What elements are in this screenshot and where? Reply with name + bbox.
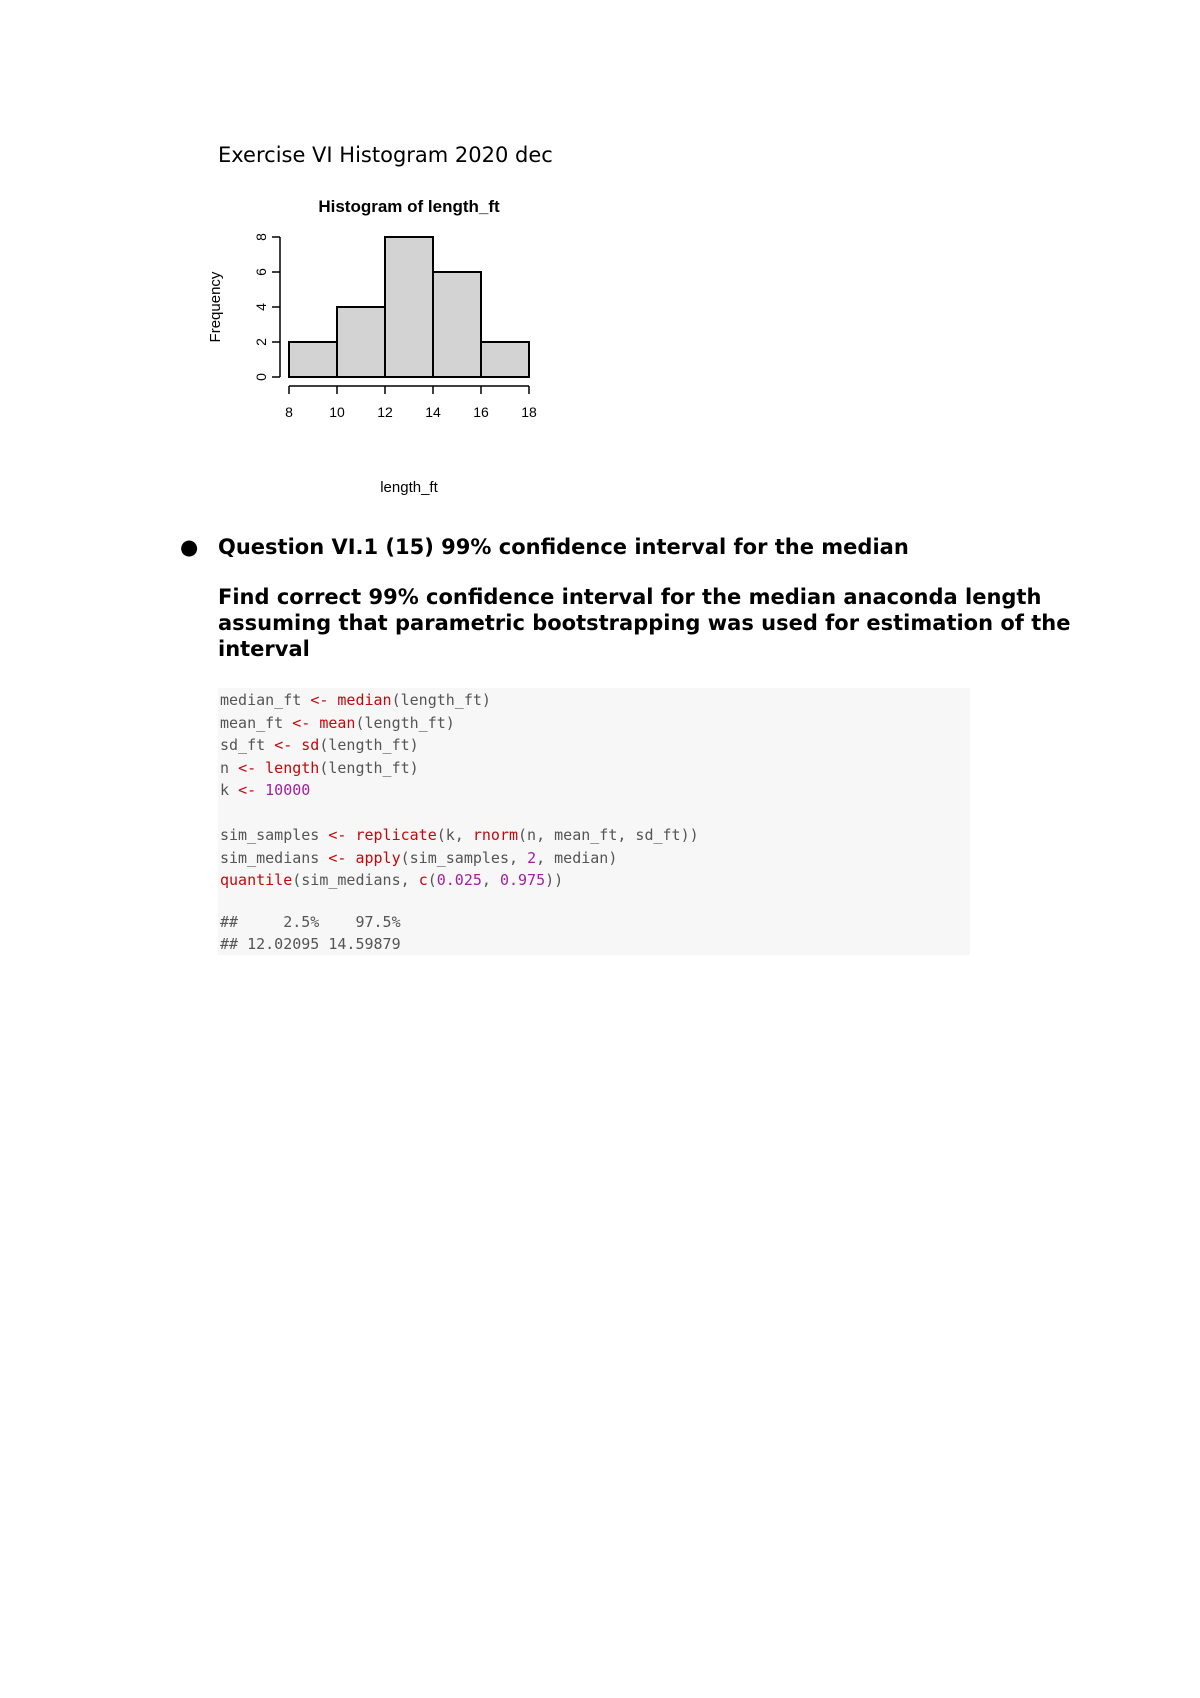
code-output-line: ## 12.02095 14.59879 xyxy=(220,935,410,953)
code-token xyxy=(310,714,319,732)
code-token: sd_ft xyxy=(220,736,275,754)
code-token: k xyxy=(220,781,239,799)
chart-title: Histogram of length_ft xyxy=(318,197,500,216)
code-token: <- xyxy=(292,713,311,732)
code-line xyxy=(220,689,968,712)
x-axis-label: length_ft xyxy=(380,479,438,496)
code-token: <- xyxy=(238,781,257,799)
y-tick-label: 2 xyxy=(253,338,269,346)
code-token: 2 xyxy=(527,848,537,867)
histogram-bar xyxy=(337,307,385,377)
code-token: <- xyxy=(328,826,347,844)
code-token: (length_ft) xyxy=(319,736,419,754)
code-token: (length_ft) xyxy=(391,691,491,709)
code-token xyxy=(256,781,265,799)
y-tick-label: 0 xyxy=(253,373,269,381)
code-blank-line xyxy=(220,802,968,825)
y-tick-label: 6 xyxy=(253,268,269,276)
code-token: replicate xyxy=(355,826,437,844)
code-token: quantile xyxy=(220,871,293,889)
histogram-bar xyxy=(289,342,337,377)
histogram-bar xyxy=(481,342,529,377)
code-token: mean_ft xyxy=(220,713,293,732)
histogram-svg xyxy=(207,186,542,506)
histogram-bar xyxy=(385,237,433,377)
code-token: <- xyxy=(328,848,347,867)
code-line xyxy=(220,734,968,757)
code-token: (length_ft) xyxy=(319,758,419,777)
code-token: length xyxy=(265,758,320,777)
y-tick-label: 4 xyxy=(253,303,269,311)
code-token: median xyxy=(337,691,392,709)
code-token: <- xyxy=(310,691,329,709)
code-token: (sim_samples, xyxy=(400,848,528,867)
x-tick-label: 14 xyxy=(425,404,441,420)
code-token: ( xyxy=(427,871,437,889)
code-lines xyxy=(220,689,968,892)
question-heading: Question VI.1 (15) 99% confidence interval for the median xyxy=(218,535,909,559)
code-token: (length_ft) xyxy=(355,713,455,732)
code-token: (n, mean_ft, sd_ft)) xyxy=(518,826,699,844)
code-line xyxy=(220,779,968,802)
question-section xyxy=(180,534,1098,662)
histogram-bar xyxy=(433,272,481,377)
histogram-chart xyxy=(207,186,542,506)
question-body: Find correct 99% confidence interval for the median anaconda length assuming that parametric bootstrapping was used for estimation of the interval xyxy=(218,585,1071,661)
code-token: rnorm xyxy=(472,826,519,844)
bullet-icon: ● xyxy=(180,535,199,559)
code-block xyxy=(218,688,970,955)
code-token: <- xyxy=(238,758,257,777)
code-token: 0.025 xyxy=(436,871,482,889)
y-axis-label: Frequency xyxy=(207,271,224,343)
code-token: , median) xyxy=(536,848,618,867)
page-title: Exercise VI Histogram 2020 dec xyxy=(218,143,553,167)
code-token: sd xyxy=(301,736,320,754)
code-output-line: ## 2.5% 97.5% xyxy=(220,912,410,931)
code-token: <- xyxy=(274,736,293,754)
code-output xyxy=(220,911,968,956)
code-token: , xyxy=(481,871,500,889)
code-token xyxy=(292,736,301,754)
code-token: (sim_medians, xyxy=(292,871,419,889)
x-tick-label: 18 xyxy=(521,404,537,420)
code-line xyxy=(220,869,968,892)
code-token: 10000 xyxy=(265,781,311,799)
code-token: median_ft xyxy=(220,691,311,709)
code-line xyxy=(220,712,968,735)
y-tick-label: 8 xyxy=(253,233,269,241)
code-token: )) xyxy=(545,871,564,889)
x-tick-label: 16 xyxy=(473,404,489,420)
code-token: n xyxy=(220,758,239,777)
x-tick-label: 12 xyxy=(377,404,393,420)
code-token: (k, xyxy=(436,826,473,844)
code-token: mean xyxy=(319,713,356,732)
output-gap xyxy=(220,892,968,911)
code-line xyxy=(220,824,968,847)
x-tick-label: 8 xyxy=(285,404,293,420)
code-token: sim_samples xyxy=(220,826,329,844)
code-token: c xyxy=(418,871,428,889)
code-line xyxy=(220,757,968,780)
x-tick-label: 10 xyxy=(329,404,345,420)
code-token: sim_medians xyxy=(220,848,329,867)
code-token xyxy=(256,759,265,777)
code-token: 0.975 xyxy=(499,871,546,889)
code-line xyxy=(220,847,968,870)
code-token: apply xyxy=(355,848,401,867)
